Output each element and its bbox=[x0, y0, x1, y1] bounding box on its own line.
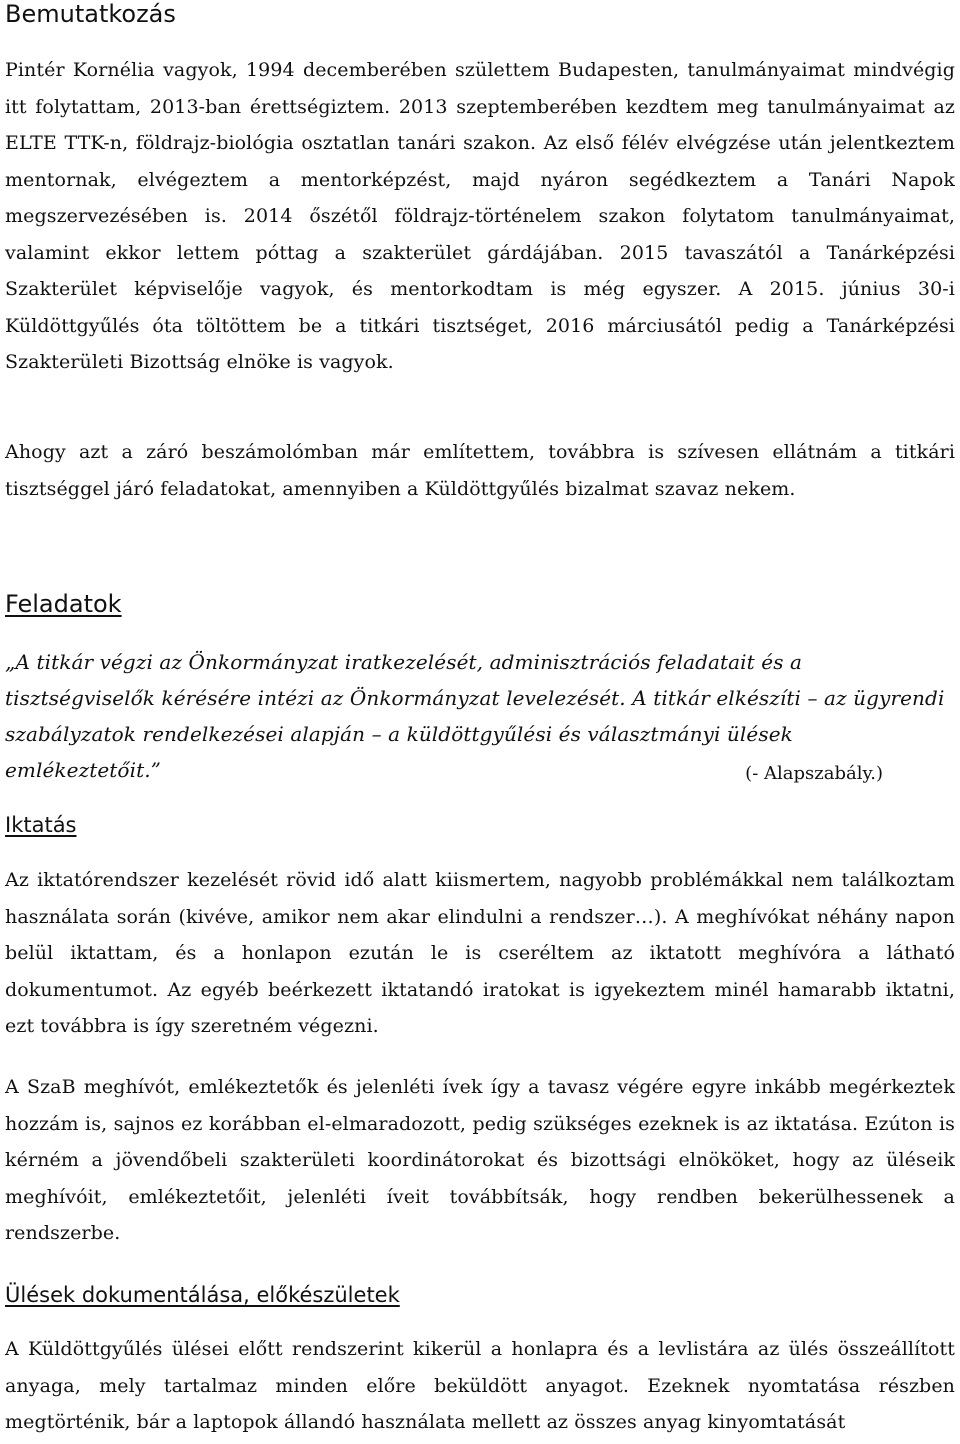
introduction-paragraph-2: Ahogy azt a záró beszámolómban már említettem, továbbra is szívesen ellátnám a titkári tisztséggel járó feladatokat, amennyiben a Küldöttgyűlés bizalmat szavaz nekem. bbox=[5, 441, 955, 500]
introduction-heading: Bemutatkozás bbox=[5, 0, 176, 28]
meetings-heading: Ülések dokumentálása, előkészületek bbox=[5, 1283, 400, 1307]
tasks-quote: „A titkár végzi az Önkormányzat iratkezelését, adminisztrációs feladatait és a tisztségviselők kérésére intézi az Önkormányzat levelezését. A titkár elkészíti – az ügyrendi szabályzatok rendelkezései alapján – a küldöttgyűlési és választmányi ülések emlékeztetőit.” bbox=[5, 650, 945, 782]
tasks-heading: Feladatok bbox=[5, 590, 122, 618]
filing-heading: Iktatás bbox=[5, 813, 77, 837]
filing-paragraph-1: Az iktatórendszer kezelését rövid idő alatt kiismertem, nagyobb problémákkal nem találkoztam használata során (kivéve, amikor nem akar elindulni a rendszer…). A meghívókat néhány napon belül iktattam, és a honlapon ezután le is cseréltem az iktatott meghívóra a látható dokumentumot. Az egyéb beérkezett iktatandó iratokat is igyekeztem minél hamarabb iktatni, ezt továbbra is így szeretném végezni. bbox=[5, 869, 955, 1037]
meetings-paragraph-1: A Küldöttgyűlés ülései előtt rendszerint kikerül a honlapra és a levlistára az ülés összeállított anyaga, mely tartalmaz minden előre beküldött anyagot. Ezeknek nyomtatása részben megtörténik, bár a laptopok állandó használata mellett az összes anyag kinyomtatását bbox=[5, 1338, 955, 1433]
introduction-paragraph-1: Pintér Kornélia vagyok, 1994 decemberében születtem Budapesten, tanulmányaimat mindvégig itt folytattam, 2013-ban érettségiztem. 2013 szeptemberében kezdtem meg tanulmányaimat az ELTE TTK-n, földrajz-biológia osztatlan tanári szakon. Az első félév elvégzése után jelentkeztem mentornak, elvégeztem a mentorképzést, majd nyáron segédkeztem a Tanári Napok megszervezésében is. 2014 őszétől földrajz-történelem szakon folytatom tanulmányaimat, valamint ekkor lettem póttag a szakterület gárdájában. 2015 tavaszától a Tanárképzési Szakterület képviselője vagyok, és mentorkodtam is még egyszer. A 2015. június 30-i Küldöttgyűlés óta töltöttem be a titkári tisztséget, 2016 márciusától pedig a Tanárképzési Szakterületi Bizottság elnöke is vagyok. bbox=[5, 59, 955, 373]
quote-attribution: (- Alapszabály.) bbox=[745, 763, 883, 784]
filing-paragraph-2: A SzaB meghívót, emlékeztetők és jelenléti ívek így a tavasz végére egyre inkább megérkeztek hozzám is, sajnos ez korábban el-elmaradozott, pedig szükséges ezeknek is az iktatása. Ezúton is kérném a jövendőbeli szakterületi koordinátorokat és bizottsági elnököket, hogy az üléseik meghívóit, emlékeztetőit, jelenléti íveit továbbítsák, hogy rendben bekerülhessenek a rendszerbe. bbox=[5, 1076, 955, 1244]
